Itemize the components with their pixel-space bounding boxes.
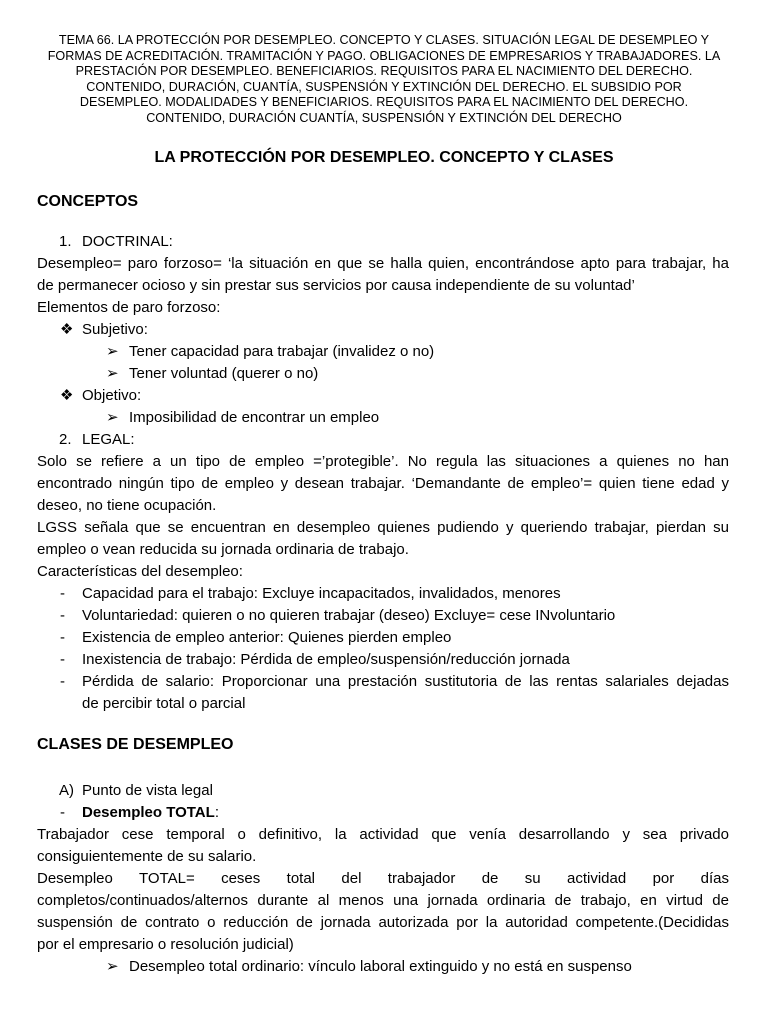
list-item: Existencia de empleo anterior: Quienes pierden empleo xyxy=(82,629,452,646)
arrow-bullet-icon: ➢ xyxy=(106,409,119,426)
list-item: Pérdida de salario: Proporcionar una prestación sustitutoria de las rentas salariales dejadas xyxy=(82,673,729,690)
paragraph-line: empleo o vean reducida su jornada ordinaria de trabajo. xyxy=(37,541,409,558)
dash-bullet: - xyxy=(60,673,65,690)
paragraph-line: Solo se refiere a un tipo de empleo =’protegible’. No regula las situaciones a quienes no han xyxy=(37,453,729,470)
paragraph-line: por el empresario o resolución judicial) xyxy=(37,936,294,953)
list-item-subjetivo: Subjetivo: xyxy=(82,321,148,338)
header-line: TEMA 66. LA PROTECCIÓN POR DESEMPLEO. CONCEPTO Y CLASES. SITUACIÓN LEGAL DE DESEMPLEO Y xyxy=(58,33,710,47)
dash-bullet: - xyxy=(60,585,65,602)
document-title: LA PROTECCIÓN POR DESEMPLEO. CONCEPTO Y CLASES xyxy=(154,149,614,166)
list-item: Inexistencia de trabajo: Pérdida de empleo/suspensión/reducción jornada xyxy=(82,651,570,668)
paragraph-line: Trabajador cese temporal o definitivo, la actividad que venía desarrollando y sea privado xyxy=(37,826,729,843)
list-letter: A) xyxy=(59,782,74,799)
topic-header xyxy=(30,33,738,126)
arrow-bullet-icon: ➢ xyxy=(106,365,119,382)
paragraph-line: completos/continuados/alternos durante al menos una jornada ordinaria de trabajo, en virtud de xyxy=(37,892,729,909)
dash-bullet: - xyxy=(60,651,65,668)
header-line: DESEMPLEO. MODALIDADES Y BENEFICIARIOS. REQUISITOS PARA EL NACIMIENTO DEL DERECHO. xyxy=(79,95,689,109)
section-heading-clases: CLASES DE DESEMPLEO xyxy=(37,736,234,753)
bold-label: Desempleo TOTAL xyxy=(82,804,215,821)
dash-bullet: - xyxy=(60,607,65,624)
paragraph-line: de permanecer ocioso y sin prestar sus servicios por causa independiente de su voluntad’ xyxy=(37,277,635,294)
paragraph-line: Características del desempleo: xyxy=(37,563,243,580)
dash-bullet: - xyxy=(60,804,65,821)
paragraph-line: LGSS señala que se encuentran en desempleo quienes pudiendo y queriendo trabajar, pierdan su xyxy=(37,519,729,536)
header-line: FORMAS DE ACREDITACIÓN. TRAMITACIÓN Y PAGO. OBLIGACIONES DE EMPRESARIOS Y TRABAJADORES. LA xyxy=(47,48,721,63)
arrow-bullet-icon: ➢ xyxy=(106,343,119,360)
diamond-bullet-icon: ❖ xyxy=(60,321,74,338)
paragraph-line: Desempleo= paro forzoso= ‘la situación en que se halla quien, encontrándose apto para trabajar, ha xyxy=(37,255,729,272)
list-item-objetivo: Objetivo: xyxy=(82,387,142,404)
list-item-continuation: de percibir total o parcial xyxy=(82,695,246,712)
list-number: 2. xyxy=(59,431,72,448)
list-item: Tener capacidad para trabajar (invalidez o no) xyxy=(129,343,435,360)
paragraph-line: deseo, no tiene ocupación. xyxy=(37,497,217,514)
section-heading-conceptos: CONCEPTOS xyxy=(37,193,139,210)
paragraph-line: suspensión de contrato o reducción de jornada autorizada por la autoridad competente.(Decididas xyxy=(37,914,729,931)
list-item-doctrinal: DOCTRINAL: xyxy=(82,233,173,250)
header-line: CONTENIDO, DURACIÓN CUANTÍA, SUSPENSIÓN Y EXTINCIÓN DEL DERECHO xyxy=(146,110,622,125)
list-item: Voluntariedad: quieren o no quieren trabajar (deseo) Excluye= cese INvoluntario xyxy=(82,607,616,624)
list-item: Imposibilidad de encontrar un empleo xyxy=(129,409,380,426)
paragraph-line: encontrado ningún tipo de empleo y desean trabajar. ‘Demandante de empleo’= quien tiene edad y xyxy=(37,475,729,492)
header-line: PRESTACIÓN POR DESEMPLEO. BENEFICIARIOS. REQUISITOS PARA EL NACIMIENTO DEL DERECHO. xyxy=(75,64,693,78)
dash-bullet: - xyxy=(60,629,65,646)
list-item: Tener voluntad (querer o no) xyxy=(129,365,319,382)
paragraph-line: Elementos de paro forzoso: xyxy=(37,299,221,316)
list-item: Desempleo total ordinario: vínculo laboral extinguido y no está en suspenso xyxy=(129,958,632,975)
diamond-bullet-icon: ❖ xyxy=(60,387,74,404)
arrow-bullet-icon: ➢ xyxy=(106,958,119,975)
list-item: Capacidad para el trabajo: Excluye incapacitados, invalidados, menores xyxy=(82,585,561,602)
paragraph-line: Desempleo TOTAL= ceses total del trabajador de su actividad por días xyxy=(37,870,729,887)
header-line: CONTENIDO, DURACIÓN, CUANTÍA, SUSPENSIÓN Y EXTINCIÓN DEL DERECHO. EL SUBSIDIO POR xyxy=(86,79,682,94)
list-item-legal: LEGAL: xyxy=(82,431,135,448)
list-item-punto-de-vista: Punto de vista legal xyxy=(82,782,213,799)
list-number: 1. xyxy=(59,233,72,250)
paragraph-line: consiguientemente de su salario. xyxy=(37,848,257,865)
colon: : xyxy=(214,804,219,821)
list-item-desempleo-total xyxy=(82,802,219,824)
